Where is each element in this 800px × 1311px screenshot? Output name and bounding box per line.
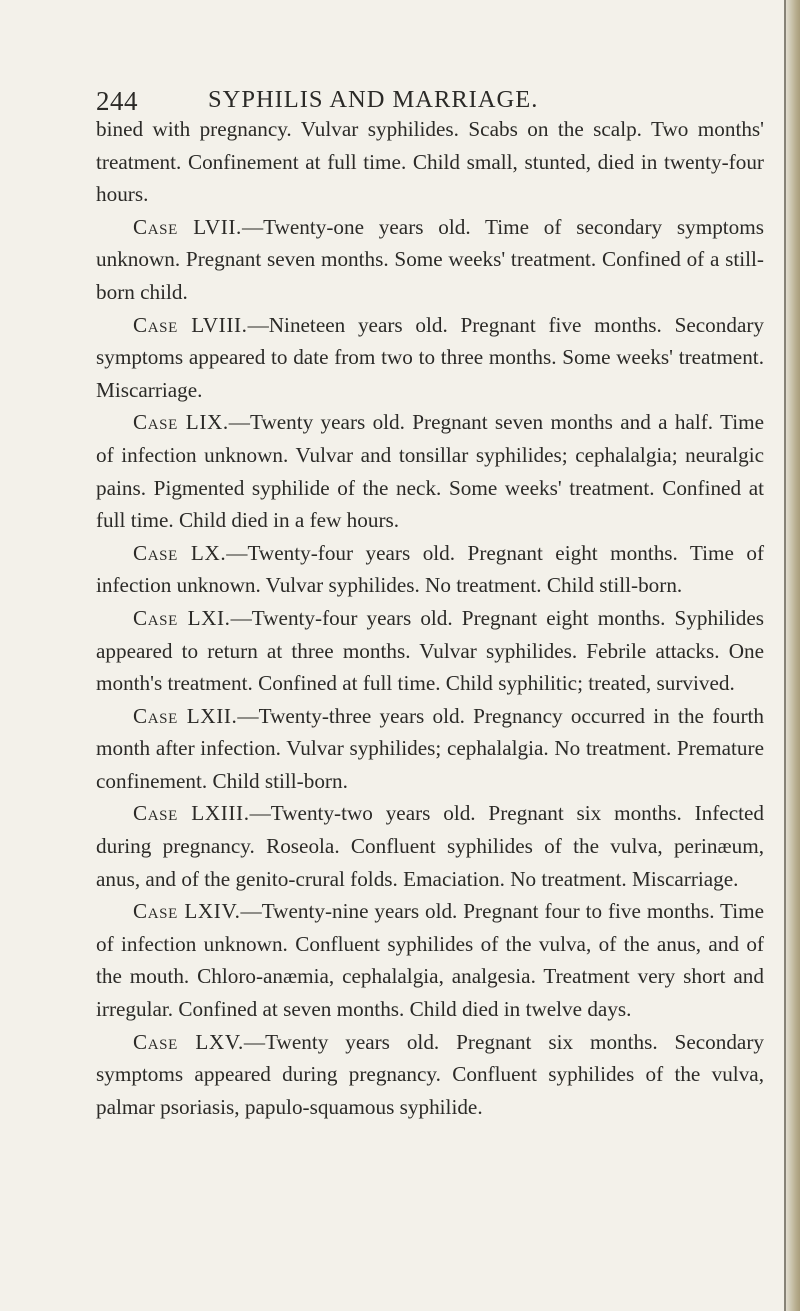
case-paragraph-lxi bbox=[96, 602, 764, 700]
case-heading: Case LXV. bbox=[133, 1029, 244, 1054]
case-paragraph-lx bbox=[96, 537, 764, 602]
paragraph-text: —Twenty-two years old. Pregnant six months. Infected during pregnancy. Roseola. Confluent syphilides of the vulva, perinæum, anus, and of the genito-crural folds. Emaciation. No treatment. Miscarriage. bbox=[96, 801, 765, 891]
case-heading: Case LVIII. bbox=[133, 312, 248, 337]
paragraph-continued bbox=[96, 113, 764, 211]
paragraph-text: —Twenty-nine years old. Pregnant four to five months. Time of infection unknown. Confluent syphilides of the vulva, of the anus, and of the mouth. Chloro-anæmia, cephalalgia, analgesia. Treatment very short and irregular. Confined at seven months. Child died in twelve days. bbox=[96, 899, 764, 1022]
paragraph-text: —Twenty years old. Pregnant six months. Secondary symptoms appeared during pregnancy. Confluent syphilides of the vulva, palmar psoriasis, papulo-squamous syphilide. bbox=[96, 1029, 764, 1119]
paragraph-text: —Twenty-one years old. Time of secondary symptoms unknown. Pregnant seven months. Some weeks' treatment. Confined of a still-born child. bbox=[96, 214, 764, 304]
paragraph-text: —Nineteen years old. Pregnant five months. Secondary symptoms appeared to date from two to three months. Some weeks' treatment. Miscarriage. bbox=[96, 312, 764, 402]
paragraph-text: —Twenty-four years old. Pregnant eight months. Time of infection unknown. Vulvar syphilides. No treatment. Child still-born. bbox=[96, 540, 764, 598]
case-heading: Case LXIV. bbox=[133, 899, 241, 924]
case-heading: Case LXII. bbox=[133, 703, 238, 728]
case-heading: Case LIX. bbox=[133, 410, 229, 435]
body-text bbox=[96, 113, 764, 1123]
case-paragraph-lxii bbox=[96, 700, 764, 798]
running-title: SYPHILIS AND MARRIAGE. bbox=[208, 86, 539, 113]
case-paragraph-lix bbox=[96, 406, 764, 536]
paragraph-text: —Twenty-three years old. Pregnancy occurred in the fourth month after infection. Vulvar syphilides; cephalalgia. No treatment. Premature confinement. Child still-born. bbox=[96, 703, 765, 793]
paragraph-text: —Twenty-four years old. Pregnant eight months. Syphilides appeared to return at three months. Vulvar syphilides. Febrile attacks. One month's treatment. Confined at full time. Child syphilitic; treated, survived. bbox=[96, 605, 764, 696]
page-edge-shadow bbox=[784, 0, 786, 1311]
case-heading: Case LXIII. bbox=[133, 801, 250, 826]
case-heading: Case LX. bbox=[133, 540, 227, 565]
case-paragraph-lxiii bbox=[96, 797, 764, 895]
case-paragraph-lxv bbox=[96, 1026, 764, 1124]
paragraph-text: bined with pregnancy. Vulvar syphilides. Scabs on the scalp. Two months' treatment. Confinement at full time. Child small, stunted, died in twenty-four hours. bbox=[96, 117, 764, 207]
case-paragraph-lxiv bbox=[96, 895, 764, 1025]
paragraph-text: —Twenty years old. Pregnant seven months and a half. Time of infection unknown. Vulvar and tonsillar syphilides; cephalalgia; neuralgic pains. Pigmented syphilide of the neck. Some weeks' treatment. Confined at full time. Child died in a few hours. bbox=[96, 410, 764, 533]
case-heading: Case LVII. bbox=[133, 214, 242, 239]
case-heading: Case LXI. bbox=[133, 605, 231, 630]
page-number: 244 bbox=[96, 86, 138, 116]
case-paragraph-lvii bbox=[96, 211, 764, 309]
page-edge bbox=[784, 0, 800, 1311]
case-paragraph-lviii bbox=[96, 309, 764, 407]
